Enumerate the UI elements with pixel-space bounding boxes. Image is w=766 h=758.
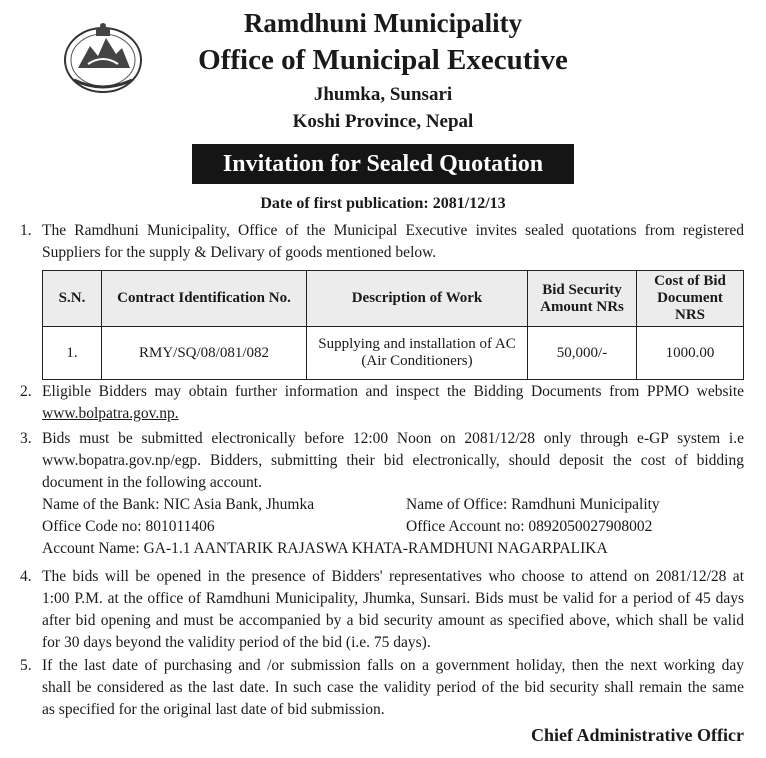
header-contract-id: Contract Identification No. <box>102 271 307 327</box>
bank-name: Name of the Bank: NIC Asia Bank, Jhumka <box>42 496 315 513</box>
notice-title-banner: Invitation for Sealed Quotation <box>192 144 574 184</box>
item-text-line: The bids will be opened in the presence of Bidders' representatives who choose to attend on 2081/12/28 at <box>42 568 744 585</box>
header-sn: S.N. <box>43 271 102 327</box>
office-name: Office of Municipal Executive <box>198 44 568 76</box>
office-location: Jhumka, Sunsari <box>313 84 453 105</box>
header-description: Description of Work <box>307 271 528 327</box>
bid-table <box>42 270 744 380</box>
header-bid-security-line2: Amount NRs <box>540 298 624 315</box>
cell-description-line2: (Air Conditioners) <box>361 353 473 369</box>
account-name: Account Name: GA-1.1 AANTARIK RAJASWA KHATA-RAMDHUNI NAGARPALIKA <box>42 540 608 557</box>
office-name-field: Name of Office: Ramdhuni Municipality <box>406 496 660 513</box>
cell-cost: 1000.00 <box>637 327 744 380</box>
municipality-name: Ramdhuni Municipality <box>243 8 523 38</box>
cell-bid-security: 50,000/- <box>528 327 637 380</box>
header-bid-security-line1: Bid Security <box>542 281 622 298</box>
office-account: Office Account no: 0892050027908002 <box>406 518 653 535</box>
table-header-row <box>43 271 744 327</box>
item-text-line: Bids must be submitted electronically before 12:00 Noon on 2081/12/28 only through e-GP system i.e <box>42 430 744 447</box>
item-number: 4. <box>20 568 32 585</box>
item-text-line: shall be considered as the last date. In such case the validity period of the bid security shall remain the same <box>42 679 744 696</box>
item-text-line: The Ramdhuni Municipality, Office of the Municipal Executive invites sealed quotations from registered <box>42 222 744 239</box>
item-text-line: If the last date of purchasing and /or submission falls on a government holiday, then the next working day <box>42 657 744 674</box>
item-text-line: www.bopatra.gov.np/egp. Bidders, submitting their bid electronically, should deposit the cost of bidding <box>42 452 744 469</box>
item-number: 1. <box>20 222 32 239</box>
header-cost-line1: Cost of Bid <box>654 273 726 289</box>
signature-title: Chief Administrative Officr <box>531 725 744 745</box>
office-code: Office Code no: 801011406 <box>42 518 215 535</box>
item-text-line: Eligible Bidders may obtain further information and inspect the Bidding Documents from PPMO website <box>42 383 744 400</box>
item-number: 2. <box>20 383 32 400</box>
item-text-line: Suppliers for the supply & Delivary of goods mentioned below. <box>42 244 437 261</box>
cell-contract-id: RMY/SQ/08/081/082 <box>102 327 307 380</box>
item-text-line: as specified for the original last date of bid submission. <box>42 701 385 718</box>
cell-description <box>307 327 528 380</box>
bank-row <box>42 516 744 538</box>
item-text-line: after bid opening and must be accompanied by a bid security amount as specified above, which shall be valid <box>42 612 744 629</box>
publication-date: Date of first publication: 2081/12/13 <box>260 195 506 212</box>
bank-row <box>42 494 744 516</box>
item-text-line: www.bolpatra.gov.np. <box>42 405 179 422</box>
table-row <box>43 327 744 380</box>
cell-sn: 1. <box>43 327 102 380</box>
item-text-line: 1:00 P.M. at the office of Ramdhuni Municipality, Jhumka, Sunsari. Bids must be valid for a period of 45 days <box>42 590 744 607</box>
item-number: 3. <box>20 430 32 447</box>
header-cost-line2: Document NRS <box>657 290 723 323</box>
cell-description-line1: Supplying and installation of AC <box>318 336 516 352</box>
header-cost <box>637 271 744 327</box>
header-bid-security <box>528 271 637 327</box>
item-text-line: document in the following account. <box>42 474 262 491</box>
province-line: Koshi Province, Nepal <box>292 111 474 132</box>
item-number: 5. <box>20 657 32 674</box>
item-text-line: for 30 days beyond the validity period of the bid (i.e. 75 days). <box>42 634 431 651</box>
